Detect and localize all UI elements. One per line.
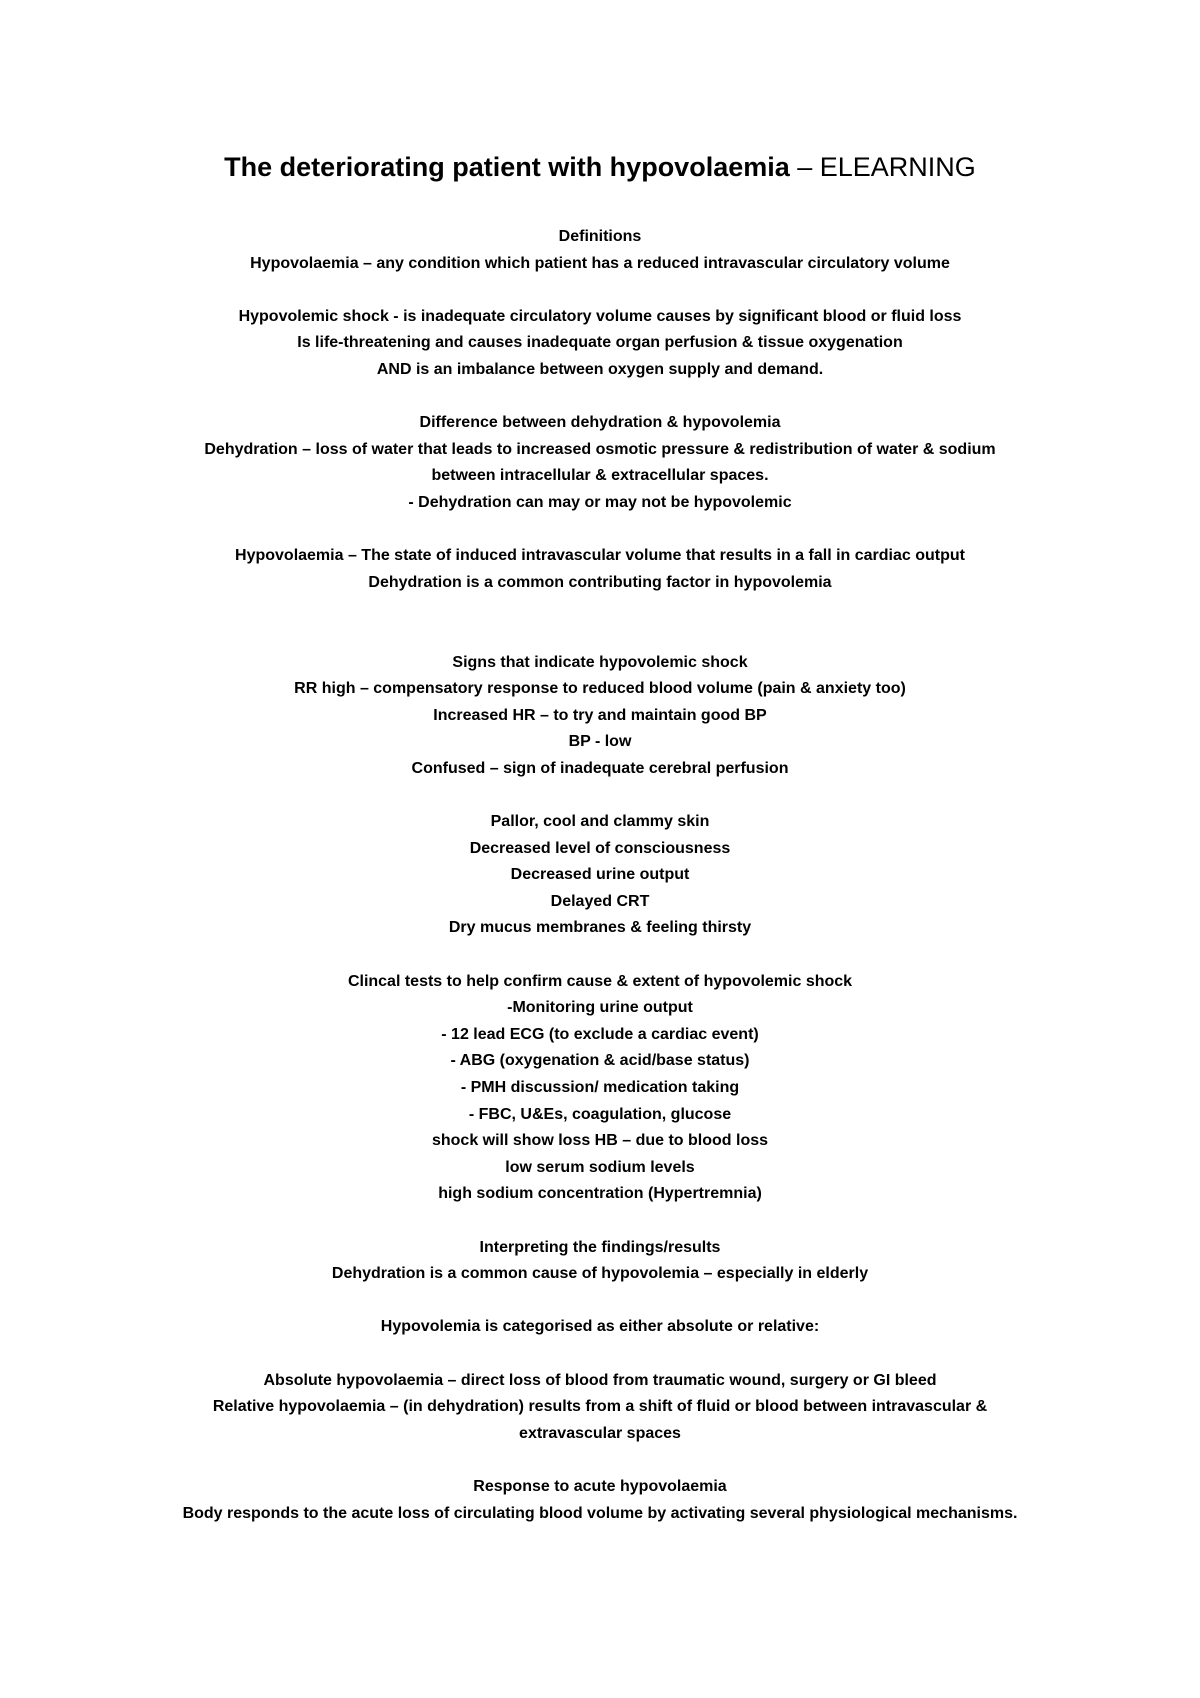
- section-categorised: [100, 1314, 1100, 1341]
- text-line: Relative hypovolaemia – (in dehydration) results from a shift of fluid or blood between intravascular &: [212, 1398, 988, 1416]
- text-line: between intracellular & extracellular spaces.: [431, 467, 769, 485]
- text-line: Hypovolemic shock - is inadequate circulatory volume causes by significant blood or fluid loss: [238, 307, 962, 325]
- spacer: [100, 1208, 1100, 1235]
- text-line: Decreased urine output: [510, 866, 690, 884]
- text-line: Hypovolaemia – The state of induced intravascular volume that results in a fall in cardiac output: [235, 547, 965, 565]
- heading-interpreting: Interpreting the findings/results: [479, 1238, 721, 1256]
- section-more-signs: [100, 809, 1100, 942]
- text-line: high sodium concentration (Hypertremnia): [438, 1185, 762, 1203]
- section-absolute-relative: [100, 1368, 1100, 1448]
- text-line: - FBC, U&Es, coagulation, glucose: [468, 1105, 732, 1123]
- spacer: [100, 517, 1100, 544]
- text-line: Dehydration is a common contributing factor in hypovolemia: [368, 573, 832, 591]
- section-interpreting: [100, 1235, 1100, 1288]
- text-line: Delayed CRT: [550, 892, 650, 910]
- document-title-main: The deteriorating patient with hypovolaemia: [224, 152, 790, 182]
- heading-signs: Signs that indicate hypovolemic shock: [452, 653, 748, 671]
- text-line: -Monitoring urine output: [507, 999, 693, 1017]
- heading-difference: Difference between dehydration & hypovolemia: [419, 414, 781, 432]
- section-response: [100, 1474, 1100, 1527]
- section-hypovolemic-shock: [100, 304, 1100, 384]
- document-title: [100, 150, 1100, 184]
- spacer: [100, 782, 1100, 809]
- heading-response: Response to acute hypovolaemia: [473, 1477, 727, 1495]
- spacer: [100, 1341, 1100, 1368]
- heading-definitions: Definitions: [558, 228, 642, 245]
- text-line: - 12 lead ECG (to exclude a cardiac event): [441, 1025, 759, 1043]
- spacer: [100, 384, 1100, 411]
- section-definitions: [100, 224, 1100, 277]
- spacer: [100, 596, 1100, 649]
- text-line: AND is an imbalance between oxygen supply and demand.: [376, 360, 824, 378]
- text-line: - ABG (oxygenation & acid/base status): [450, 1052, 750, 1070]
- text-line: Body responds to the acute loss of circulating blood volume by activating several physiological mechanisms.: [182, 1504, 1018, 1522]
- heading-clinical-tests: Clincal tests to help confirm cause & extent of hypovolemic shock: [347, 972, 853, 990]
- text-line: Dehydration is a common cause of hypovolemia – especially in elderly: [331, 1265, 869, 1283]
- text-line: - Dehydration can may or may not be hypovolemic: [408, 493, 792, 511]
- text-line: extravascular spaces: [519, 1424, 681, 1442]
- section-dehydration-difference: [100, 410, 1100, 516]
- text-line: Dehydration – loss of water that leads to increased osmotic pressure & redistribution of water & sodium: [204, 440, 996, 458]
- section-clinical-tests: [100, 969, 1100, 1208]
- text-line: low serum sodium levels: [505, 1158, 695, 1176]
- text-line: Dry mucus membranes & feeling thirsty: [448, 919, 752, 937]
- text-line: Pallor, cool and clammy skin: [490, 813, 710, 831]
- spacer: [100, 277, 1100, 304]
- section-signs: [100, 650, 1100, 783]
- text-line: Hypovolaemia – any condition which patient has a reduced intravascular circulatory volume: [250, 254, 950, 272]
- text-line: - PMH discussion/ medication taking: [460, 1079, 740, 1096]
- text-line: Confused – sign of inadequate cerebral perfusion: [411, 759, 789, 777]
- text-line: Absolute hypovolaemia – direct loss of blood from traumatic wound, surgery or GI bleed: [263, 1371, 937, 1389]
- text-line: shock will show loss HB – due to blood loss: [431, 1132, 769, 1150]
- section-hypovolaemia-state: [100, 543, 1100, 596]
- spacer: [100, 942, 1100, 969]
- document-title-suffix: – ELEARNING: [789, 152, 976, 182]
- text-line: BP - low: [568, 733, 632, 751]
- spacer: [100, 1447, 1100, 1474]
- text-line: Hypovolemia is categorised as either absolute or relative:: [380, 1318, 820, 1336]
- spacer: [100, 1288, 1100, 1315]
- text-line: Is life-threatening and causes inadequate organ perfusion & tissue oxygenation: [297, 334, 903, 352]
- text-line: RR high – compensatory response to reduced blood volume (pain & anxiety too): [294, 680, 906, 698]
- text-line: Decreased level of consciousness: [469, 839, 731, 857]
- text-line: Increased HR – to try and maintain good BP: [433, 706, 767, 724]
